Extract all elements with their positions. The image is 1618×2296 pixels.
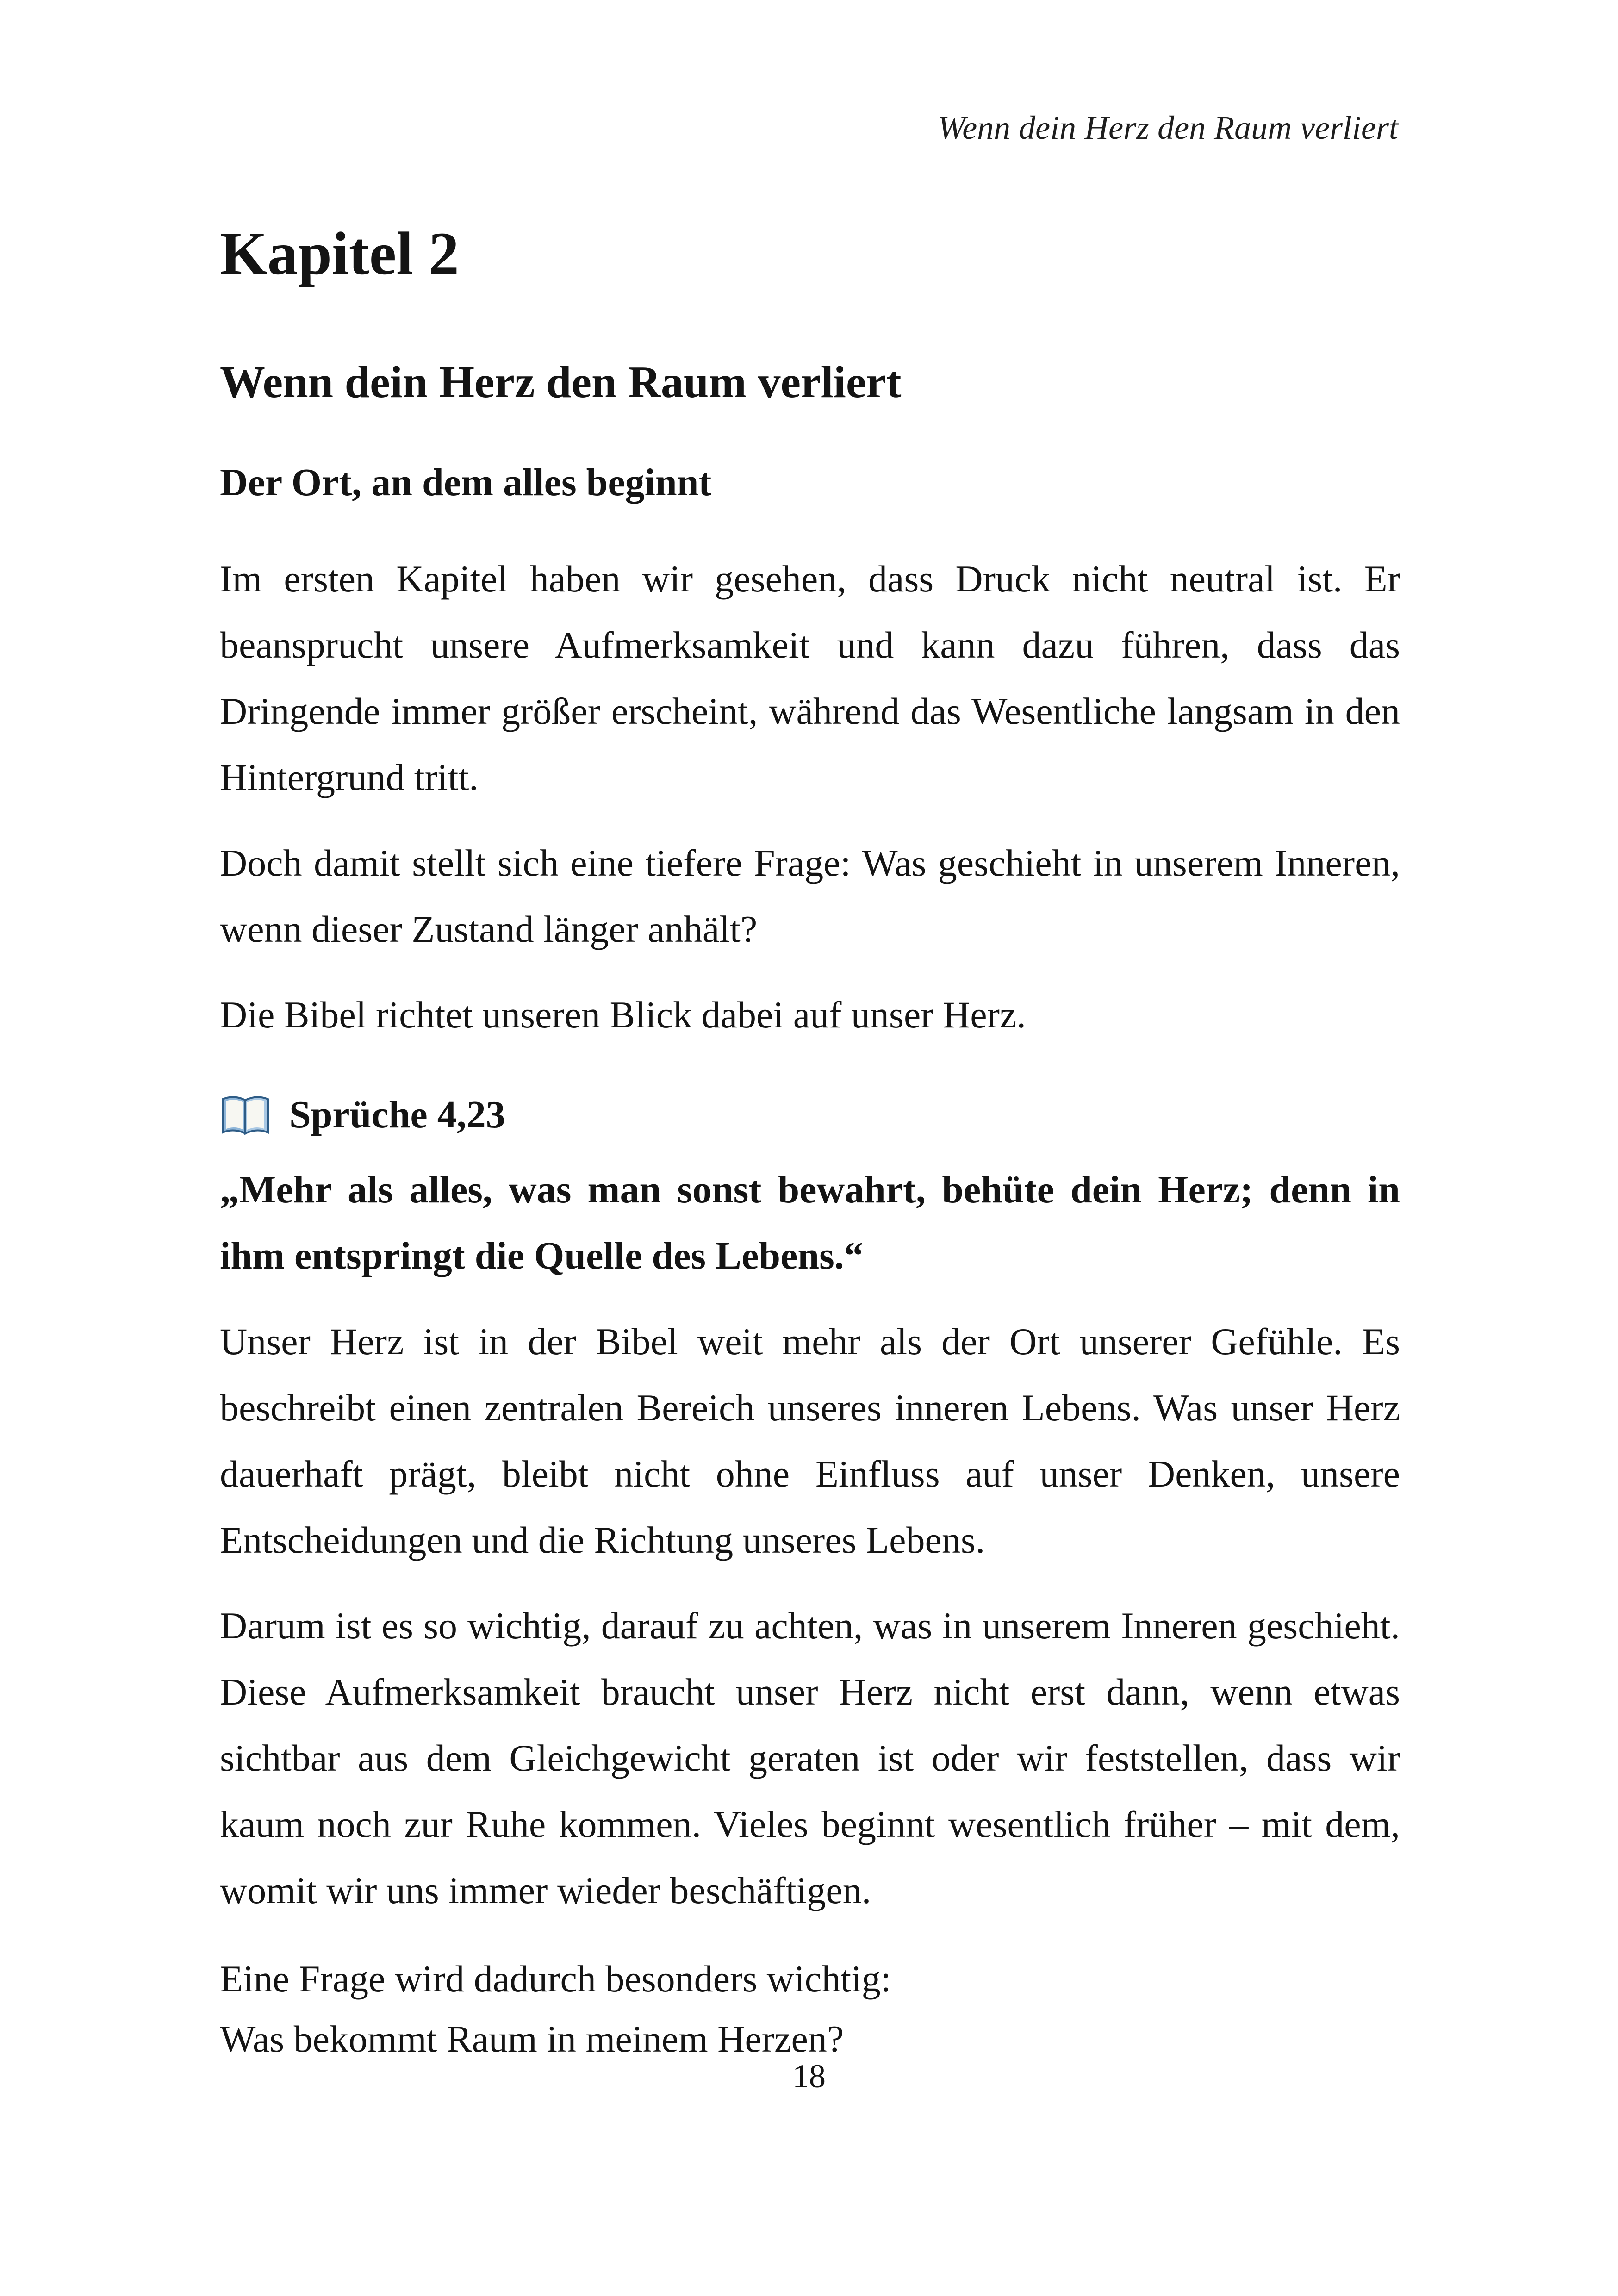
paragraph-4: Unser Herz ist in der Bibel weit mehr als der Ort unserer Gefühle. Es beschreibt einen zentralen Bereich unseres inneren Lebens. Was unser Herz dauerhaft prägt, bleibt nicht ohne Einfluss auf unser Denken, unsere Entscheidungen und die Richtung unseres Lebens. (220, 1320, 1400, 1562)
verse-quote: „Mehr als alles, was man sonst bewahrt, behüte dein Herz; denn in ihm entspringt die Quelle des Lebens.“ (220, 1168, 1400, 1278)
verse-reference-label: Sprüche 4,23 (289, 1093, 505, 1136)
page-number: 18 (792, 2058, 826, 2095)
paragraph-3: Die Bibel richtet unseren Blick dabei auf unser Herz. (220, 993, 1026, 1036)
chapter-title: Wenn dein Herz den Raum verliert (220, 357, 902, 408)
page-content (220, 220, 1400, 2069)
open-book-icon (220, 1094, 271, 1136)
paragraph-5: Darum ist es so wichtig, darauf zu achten, was in unserem Inneren geschieht. Diese Aufmerksamkeit braucht unser Herz nicht erst dann, wenn etwas sichtbar aus dem Gleichgewicht geraten ist oder wir feststellen, dass wir kaum noch zur Ruhe kommen. Vieles beginnt wesentlich früher – mit dem, womit wir uns immer wieder beschäftigen. (220, 1605, 1400, 1912)
chapter-number: Kapitel 2 (220, 219, 459, 287)
verse-reference (220, 1092, 1400, 1139)
paragraph-2: Doch damit stellt sich eine tiefere Frage: Was geschieht in unserem Inneren, wenn dieser Zustand länger anhält? (220, 841, 1400, 950)
section-title: Der Ort, an dem alles beginnt (220, 460, 712, 504)
closing-line-2: Was bekommt Raum in meinem Herzen? (220, 2018, 844, 2060)
closing-line-1: Eine Frage wird dadurch besonders wichtig: (220, 1958, 891, 2000)
closing-question (220, 1949, 1400, 2069)
paragraph-1: Im ersten Kapitel haben wir gesehen, dass Druck nicht neutral ist. Er beansprucht unsere Aufmerksamkeit und kann dazu führen, dass das Dringende immer größer erscheint, während das Wesentliche langsam in den Hintergrund tritt. (220, 557, 1400, 798)
running-header: Wenn dein Herz den Raum verliert (937, 109, 1398, 146)
